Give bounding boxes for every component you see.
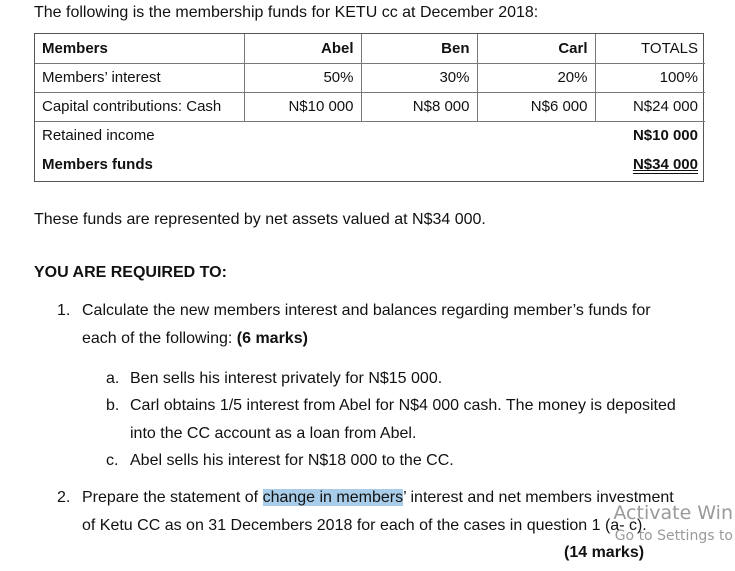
question-2-marks: (14 marks) [564,544,645,561]
subitem-text: Carl obtains 1/5 interest from Abel for N$4 000 cash. The money is deposited [130,397,676,414]
subitem-letter: a. [106,370,120,387]
highlighted-text[interactable]: change in members [262,489,404,506]
table-header-row [35,34,705,63]
table-row-funds [35,150,705,179]
subitem-letter: b. [106,397,120,414]
header-ben: Ben [361,34,477,63]
subitem-b [106,392,676,419]
cell-carl: 20% [477,63,595,92]
subitem-letter: c. [106,452,119,469]
cell-ben: N$8 000 [361,92,477,121]
header-members: Members [35,34,244,63]
question-1 [57,297,651,353]
row-label: Capital contributions: Cash [35,92,244,121]
subitem-text: Ben sells his interest privately for N$15 000. [130,370,443,387]
table-row [35,63,705,92]
question-1-line2 [82,325,651,353]
question-2-number: 2. [57,489,71,506]
funds-total: N$34 000 [632,156,698,173]
subitem-c [106,447,454,474]
table-row [35,92,705,121]
cell-total: N$24 000 [595,92,705,121]
cell-abel: N$10 000 [244,92,361,121]
cell-carl: N$6 000 [477,92,595,121]
question-2-line1 [82,484,674,512]
question-2-post: ’ interest and net members investment [403,489,674,506]
header-abel: Abel [244,34,361,63]
row-label: Members’ interest [35,63,244,92]
question-1-number: 1. [57,302,71,319]
required-heading: YOU ARE REQUIRED TO: [34,264,227,281]
question-1-marks: (6 marks) [236,330,308,347]
membership-funds-table [34,33,704,182]
subitem-b-continued [130,420,416,447]
question-2 [57,484,674,540]
header-carl: Carl [477,34,595,63]
cell-ben: 30% [361,63,477,92]
funds-label: Members funds [42,156,153,173]
table-row-retained [35,121,705,150]
header-totals: TOTALS [595,34,705,63]
subitem-text: into the CC account as a loan from Abel. [130,425,417,442]
cell-abel: 50% [244,63,361,92]
retained-total: N$10 000 [632,127,698,145]
settings-watermark: Go to Settings to [614,528,733,544]
question-2-line2: of Ketu CC as on 31 Decembers 2018 for each of the cases in question 1 (a- c). [82,517,647,534]
question-2-pre: Prepare the statement of [82,489,259,506]
subitem-text: Abel sells his interest for N$18 000 to the CC. [130,452,454,469]
statement-text: These funds are represented by net assets valued at N$34 000. [34,211,486,228]
question-1-line2-text: each of the following: [82,330,233,347]
intro-text: The following is the membership funds for KETU cc at December 2018: [34,4,539,21]
cell-total: 100% [595,63,705,92]
retained-label: Retained income [42,127,155,145]
subitem-a [106,365,443,392]
question-1-line1: Calculate the new members interest and balances regarding member’s funds for [82,302,651,319]
activate-windows-watermark: Activate Win [613,502,733,524]
